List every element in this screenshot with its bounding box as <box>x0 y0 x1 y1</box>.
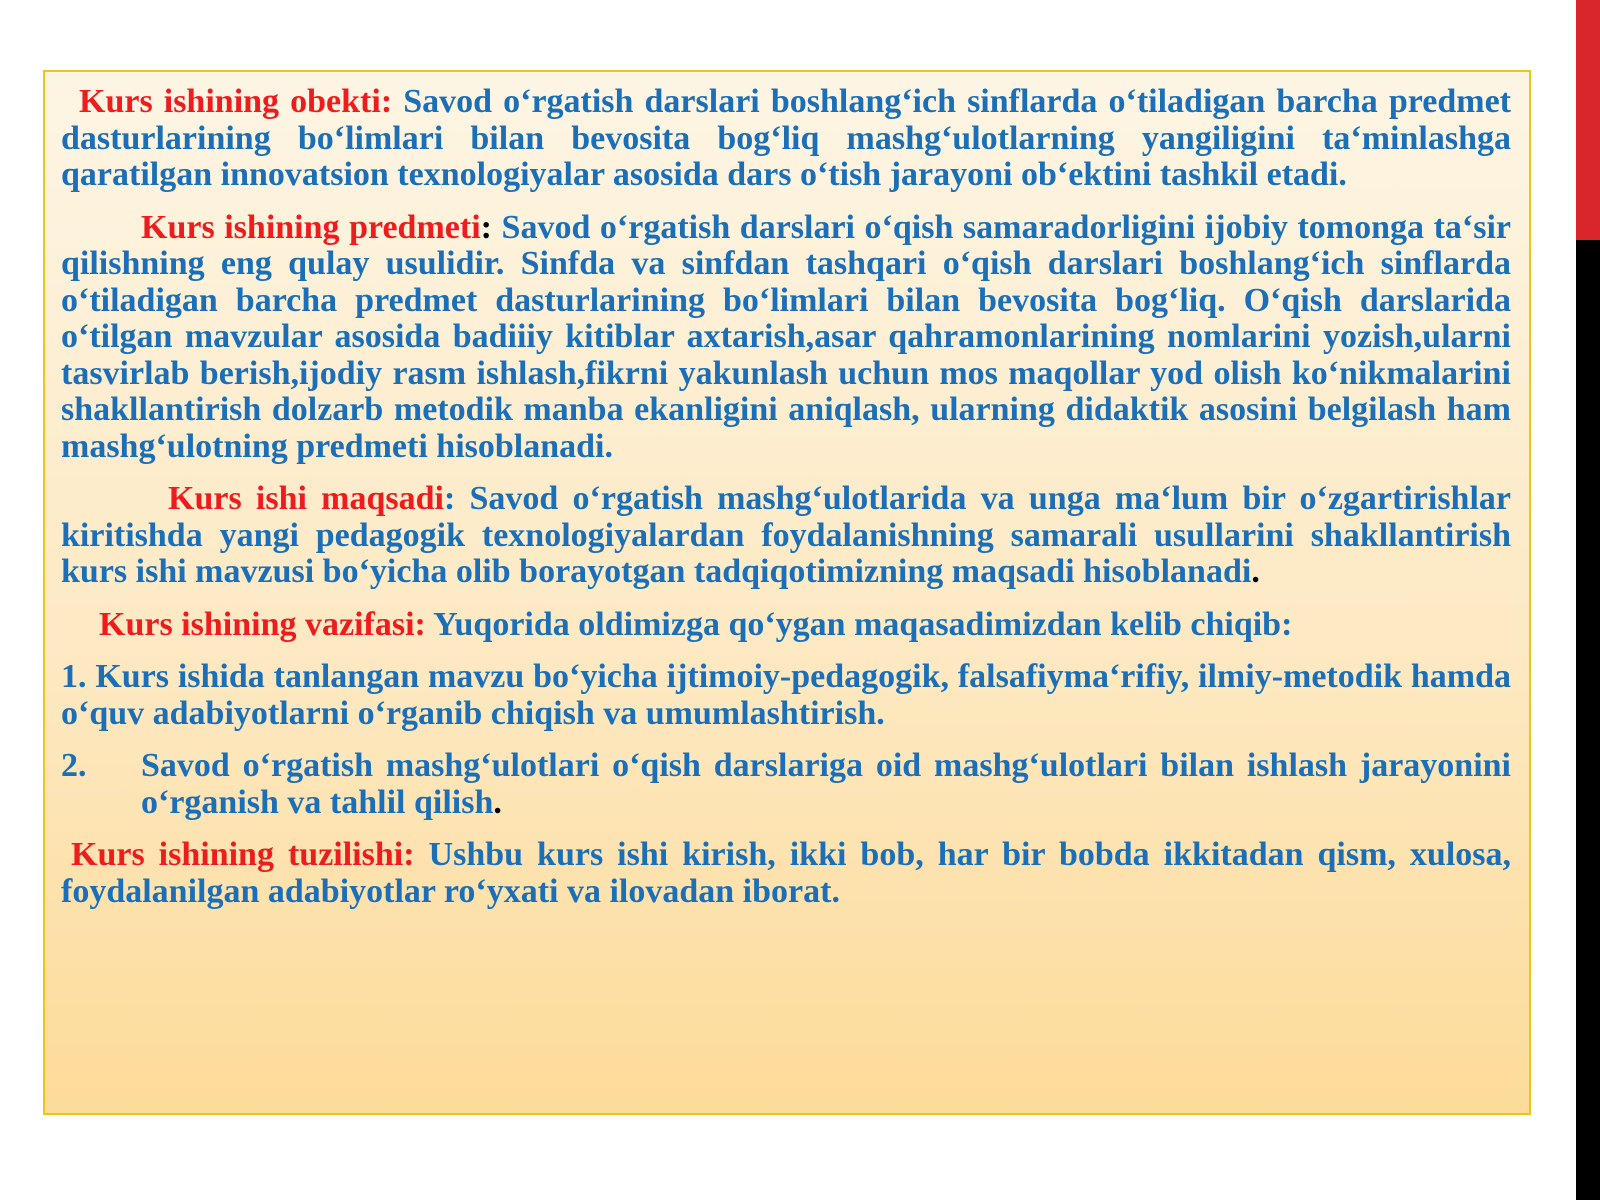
task-item-2-number: 2. <box>61 747 87 784</box>
tuzilishi-text: Ushbu kurs ishi kirish, ikki bob, har bir bobda ikkitadan qism, xulosa, foydalanilgan adabiyotlar ro‘yxati va ilovadan iborat. <box>61 836 1512 910</box>
vazifasi-text: Yuqorida oldimizga qo‘ygan maqasadimizdan kelib chiqib: <box>425 605 1293 643</box>
paragraph-predmeti <box>61 210 1511 466</box>
task-item-1 <box>61 659 1511 732</box>
predmeti-colon: : <box>480 208 492 246</box>
side-accent-bar-black <box>1576 240 1600 1200</box>
obekti-text: Savod o‘rgatish darslari boshlang‘ich sinflarda o‘tiladigan barcha predmet dasturlarining bo‘limlari bilan bevosita bog‘liq mashg‘ulotlarning yangiligini ta‘minlashga qaratilgan innovatsion texnologiyalar asosida dars o‘tish jarayoni ob‘ektini tashkil etadi. <box>61 83 1511 193</box>
tuzilishi-heading: Kurs ishining tuzilishi: <box>71 836 415 873</box>
task-item-2-end-period: . <box>493 783 502 821</box>
maqsadi-heading: Kurs ishi maqsadi <box>168 480 444 517</box>
obekti-heading: Kurs ishining obekti: <box>79 83 393 120</box>
content-frame <box>43 70 1531 1115</box>
predmeti-text: Savod o‘rgatish darslari o‘qish samaradorligini ijobiy tomonga ta‘sir qilishning eng qulay usulidir. Sinfda va sinfdan tashqari o‘qish darslari boshlang‘ich sinflarda o‘tiladigan barcha predmet dasturlarining bo‘limlari bilan bevosita bog‘liq. O‘qish darslarida o‘tilgan mavzular asosida badiiiy kitiblar axtarish,asar qahramonlarining nomlarini yozish,ularni tasvirlab berish,ijodiy rasm ishlash,fikrni yakunlash uchun mos maqollar yod olish ko‘nikmalarini shakllantirish dolzarb metodik manba ekanligini aniqlash, ularning didaktik asosini belgilash ham mashg‘ulotning predmeti hisoblanadi. <box>61 208 1512 465</box>
paragraph-obekti <box>61 84 1511 194</box>
task-item-2-body <box>141 748 1511 821</box>
task-item-2-text: Savod o‘rgatish mashg‘ulotlari o‘qish darslariga oid mashg‘ulotlari bilan ishlash jarayonini o‘rganish va tahlil qilish <box>141 747 1511 821</box>
task-item-1-text: 1. Kurs ishida tanlangan mavzu bo‘yicha ijtimoiy-pedagogik, falsafiyma‘rifiy, ilmiy-metodik hamda o‘quv adabiyotlarni o‘rganib chiqish va umumlashtirish. <box>61 658 1511 732</box>
predmeti-heading: Kurs ishining predmeti <box>141 208 481 246</box>
task-item-2 <box>61 748 1511 821</box>
paragraph-vazifasi <box>61 607 1511 644</box>
vazifasi-heading: Kurs ishining vazifasi: <box>99 605 426 643</box>
side-accent-bar-red <box>1576 0 1600 240</box>
maqsadi-text: : Savod o‘rgatish mashg‘ulotlarida va unga ma‘lum bir o‘zgartirishlar kiritishda yangi pedagogik texnologiyalardan foydalanishning samarali usullarini shakllantirish kurs ishi mavzusi bo‘yicha olib borayotgan tadqiqotimizning maqsadi hisoblanadi <box>61 480 1511 590</box>
maqsadi-end-period: . <box>1251 553 1260 590</box>
paragraph-tuzilishi <box>61 837 1511 910</box>
paragraph-maqsadi <box>61 481 1511 591</box>
